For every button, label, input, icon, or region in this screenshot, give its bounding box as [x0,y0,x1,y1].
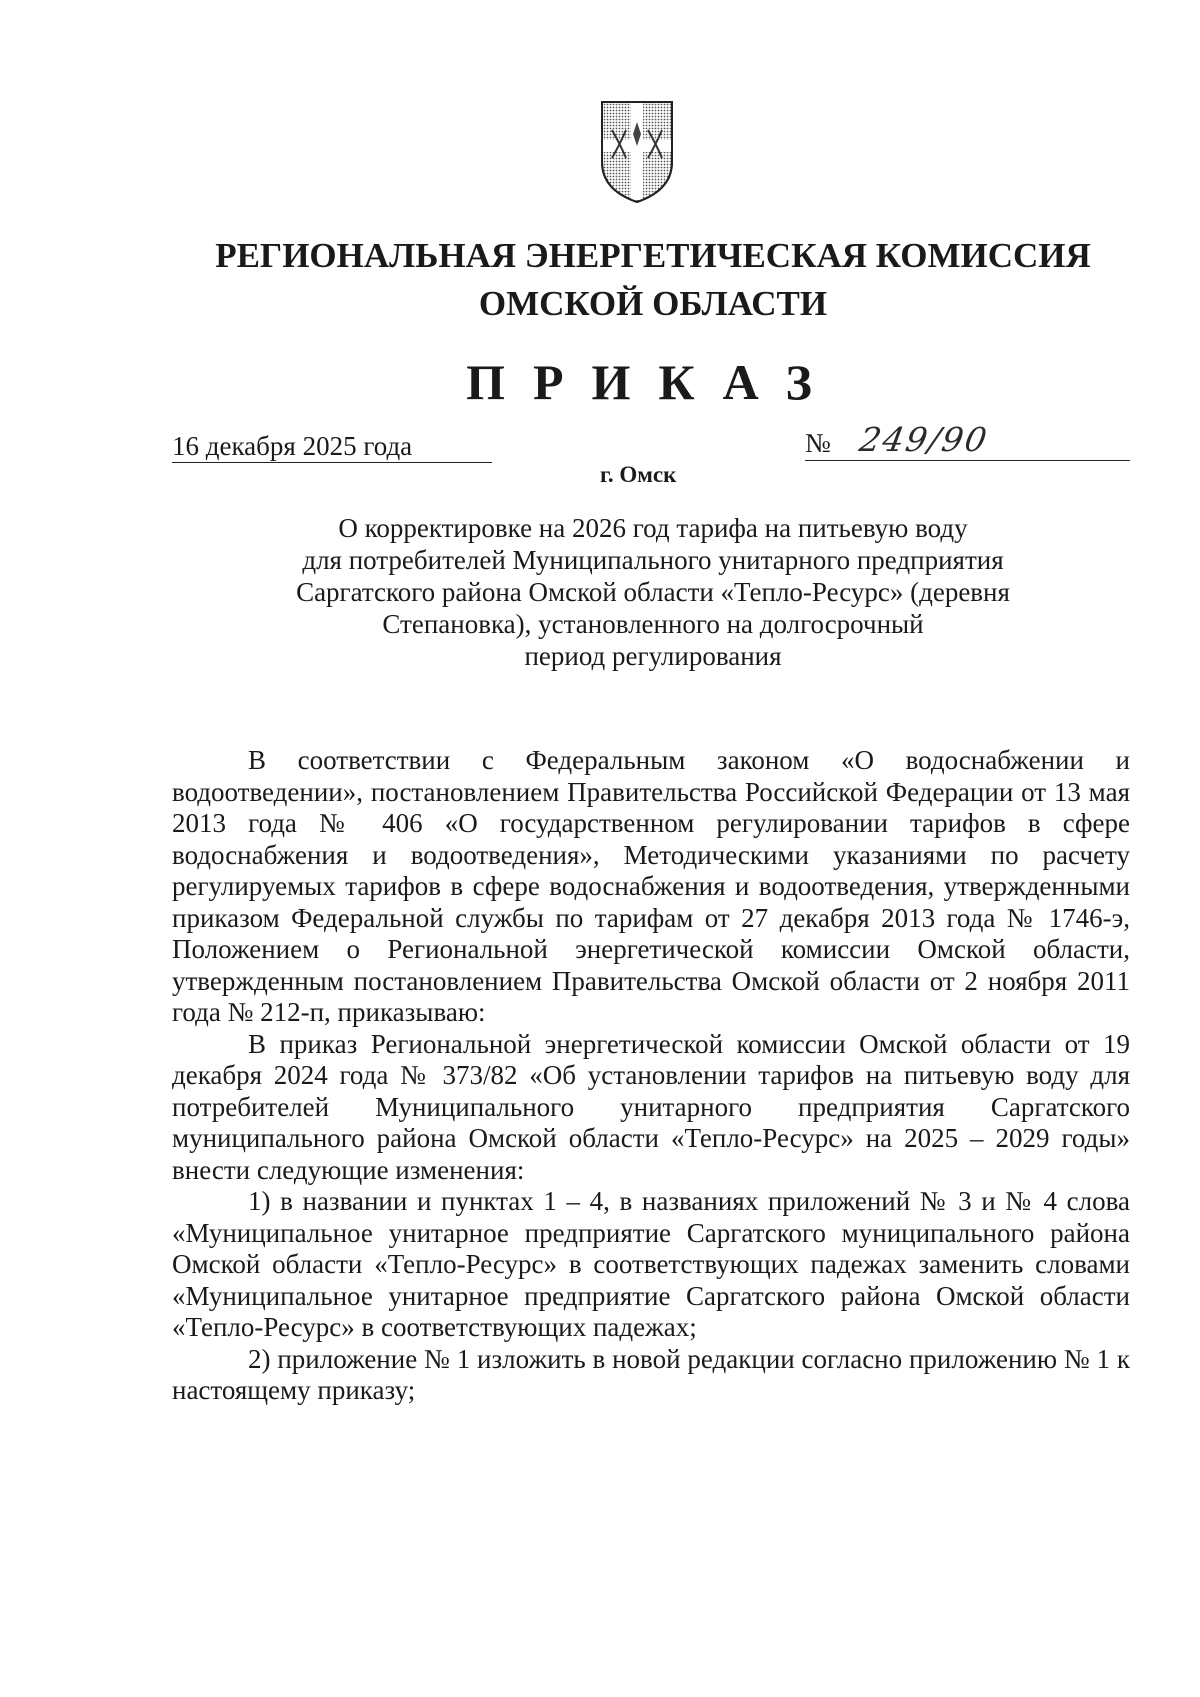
organization-title [0,232,1200,328]
subject-line: Степановка), установленного на долгосрочный [382,609,924,639]
document-type-title: ПРИКАЗ [466,354,840,410]
document-body [172,745,1130,1407]
body-item-1: 1) в названии и пунктах 1 – 4, в названиях приложений № 3 и № 4 слова «Муниципальное унитарное предприятие Саргатского муниципального района Омской области «Тепло-Ресурс» в соответствующих падежах заменить словами «Муниципальное унитарное предприятие Саргатского района Омской области «Тепло-Ресурс» в соответствующих падежах; [172,1186,1130,1342]
document-number [805,422,1130,461]
subject-line: для потребителей Муниципального унитарного предприятия [302,545,1004,575]
omsk-coat-of-arms-icon [600,100,674,204]
number-handwritten-value: 249/90 [856,420,992,459]
document-date: 16 декабря 2025 года [172,430,492,463]
subject-line: Саргатского района Омской области «Тепло-Ресурс» (деревня [296,577,1010,607]
subject-line: период регулирования [524,641,782,671]
body-paragraph-amendment: В приказ Региональной энергетической комиссии Омской области от 19 декабря 2024 года № 373/82 «Об установлении тарифов на питьевую воду для потребителей Муниципального унитарного предприятия Саргатского муниципального района Омской области «Тепло-Ресурс» на 2025 – 2029 годы» внести следующие изменения: [172,1028,1130,1185]
organization-title-line1: РЕГИОНАЛЬНАЯ ЭНЕРГЕТИЧЕСКАЯ КОМИССИЯ [215,236,1091,275]
body-item-2: 2) приложение № 1 изложить в новой редакции согласно приложению № 1 к настоящему приказу; [172,1343,1130,1405]
document-subject [240,512,1066,672]
document-city: г. Омск [600,462,677,487]
subject-line: О корректировке на 2026 год тарифа на питьевую воду [338,513,968,543]
body-paragraph-preamble: В соответствии с Федеральным законом «О водоснабжении и водоотведении», постановлением Правительства Российской Федерации от 13 мая 2013 года № 406 «О государственном регулировании тарифов в сфере водоснабжения и водоотведения», Методическими указаниями по расчету регулируемых тарифов в сфере водоснабжения и водоотведения, утвержденными приказом Федеральной службы по тарифам от 27 декабря 2013 года № 1746-э, Положением о Региональной энергетической комиссии Омской области, утвержденным постановлением Правительства Омской области от 2 ноября 2011 года № 212-п, приказываю: [172,745,1130,1027]
organization-title-line2: ОМСКОЙ ОБЛАСТИ [478,284,828,323]
number-label: № [805,428,831,458]
